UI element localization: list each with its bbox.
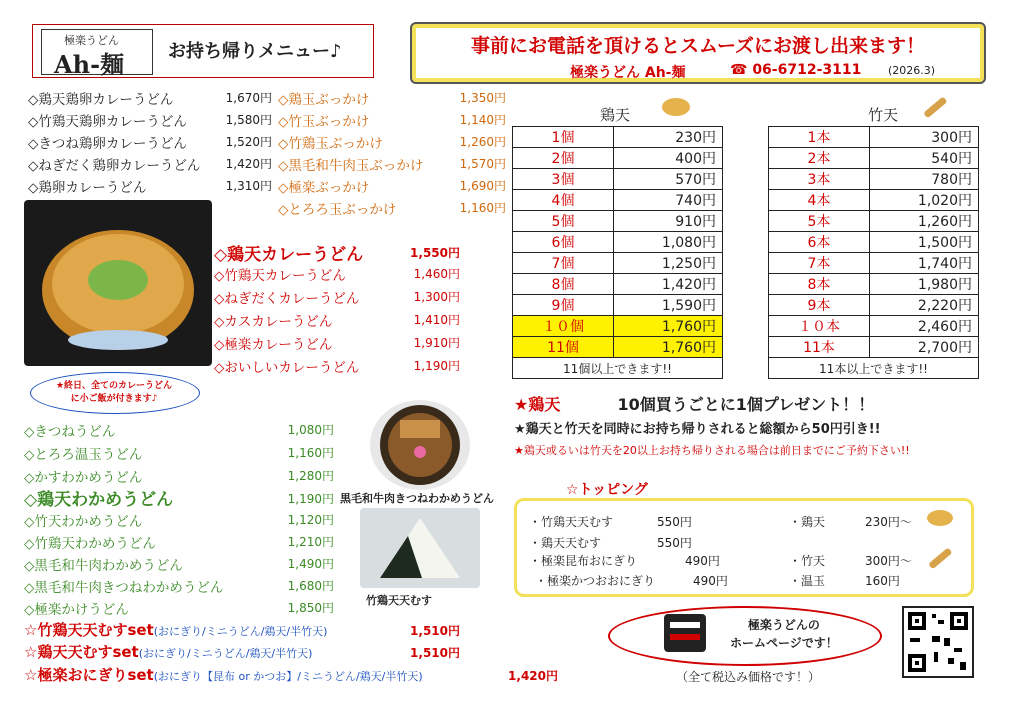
chikuten-icon [920, 94, 950, 120]
topping-price: 490円 [693, 574, 728, 588]
menu-item: ◇極楽カレーうどん [214, 337, 333, 353]
menu-item: ◇竹鶏天わかめうどん [24, 536, 156, 552]
logo-text-small: 極楽うどん [64, 34, 119, 47]
menu-price: 1,520円 [225, 135, 272, 149]
qty-cell: １０本 [769, 316, 870, 337]
topping-item: ・竹鶏天天むす [529, 515, 614, 529]
promo-text: 10個買うごとに1個プレゼント！！ [617, 395, 875, 414]
tax-note: （全て税込み価格です！） [676, 670, 821, 684]
topping-box [514, 498, 974, 597]
curry-udon-image [24, 200, 212, 366]
qty-cell: 4本 [769, 190, 870, 211]
menu-price: 1,120円 [287, 513, 334, 527]
qty-cell: 6個 [513, 232, 614, 253]
menu-item: ◇鶏天カレーうどん [214, 245, 364, 265]
phone-number[interactable]: ☎ 06-6712-3111 [730, 62, 862, 78]
curry-udon-photo [24, 200, 212, 366]
homepage-line: 極楽うどんの [747, 618, 820, 632]
menu-price: 1,350円 [459, 91, 506, 105]
menu-price: 1,670円 [225, 91, 272, 105]
menu-item: ◇竹鶏天鶏卵カレーうどん [28, 114, 187, 130]
set-detail: (おにぎり/ミニうどん/鶏天/半竹天) [138, 647, 313, 660]
curry-note-line: ★終日、全てのカレーうどん [55, 381, 173, 391]
menu-price: 1,300円 [413, 290, 460, 304]
chikuten-price-table [768, 126, 979, 379]
qty-cell: 11本 [769, 337, 870, 358]
topping-item: ・極楽かつおおにぎり [535, 574, 656, 588]
price-cell: 300円 [870, 127, 979, 148]
menu-item: ◇カスカレーうどん [214, 314, 333, 330]
qty-cell: 1個 [513, 127, 614, 148]
topping-price: 230円〜 [865, 515, 912, 529]
photo-caption: 竹鶏天天むす [366, 594, 432, 607]
curry-note-line: に小ご飯が付きます♪ [70, 394, 158, 404]
logo-header [32, 24, 374, 78]
photo-caption: 黒毛和牛肉きつねわかめうどん [340, 492, 494, 505]
menu-item: ◇極楽かけうどん [24, 602, 129, 618]
menu-price: 1,160円 [459, 201, 506, 215]
menu-price: 1,580円 [225, 113, 272, 127]
promo-line [514, 392, 874, 415]
toriten-price-table [512, 126, 723, 379]
phone-notice [410, 22, 986, 84]
menu-item: ◇黒毛和牛肉きつねわかめうどん [24, 580, 224, 596]
kitsune-wakame-image [370, 400, 470, 490]
menu-item: ◇黒毛和牛肉わかめうどん [24, 558, 183, 574]
qty-cell: 7個 [513, 253, 614, 274]
kitsune-wakame-photo [370, 400, 470, 490]
menu-item: ◇きつねうどん [24, 424, 116, 440]
price-cell: 780円 [870, 169, 979, 190]
menu-price: 1,260円 [459, 135, 506, 149]
menu-price: 1,160円 [287, 446, 334, 460]
qty-cell: 5個 [513, 211, 614, 232]
topping-item: ・極楽昆布おにぎり [529, 554, 638, 568]
topping-item: ・鶏天天むす [529, 536, 602, 550]
menu-price: 1,190円 [413, 359, 460, 373]
table-footer: 11本以上できます!! [769, 358, 979, 379]
qty-cell: 9個 [513, 295, 614, 316]
price-cell: 1,080円 [614, 232, 723, 253]
qr-code[interactable] [902, 606, 974, 678]
menu-item: ◇黒毛和牛肉玉ぶっかけ [278, 158, 424, 174]
menu-price: 1,140円 [459, 113, 506, 127]
menu-item: ◇鶏玉ぶっかけ [278, 92, 370, 108]
set-item [24, 664, 423, 685]
menu-item: ◇竹天わかめうどん [24, 514, 143, 530]
menu-price: 1,690円 [459, 179, 506, 193]
qty-cell: 3本 [769, 169, 870, 190]
menu-item: ◇ねぎだくカレーうどん [214, 291, 360, 307]
topping-item: ・竹天 [789, 554, 826, 568]
menu-item: ◇きつね鶏卵カレーうどん [28, 136, 187, 152]
menu-price: 1,190円 [287, 492, 334, 506]
menu-price: 1,550円 [410, 246, 460, 260]
topping-price: 300円〜 [865, 554, 912, 568]
table-footer: 11個以上できます!! [513, 358, 723, 379]
price-cell: 1,020円 [870, 190, 979, 211]
price-cell: 1,420円 [614, 274, 723, 295]
menu-price: 1,420円 [225, 157, 272, 171]
menu-date: (2026.3) [888, 64, 936, 77]
menu-item: ◇とろろ温玉うどん [24, 447, 143, 463]
qty-cell: 2個 [513, 148, 614, 169]
price-cell: 910円 [614, 211, 723, 232]
topping-item: ・温玉 [789, 574, 826, 588]
menu-item: ◇竹鶏天カレーうどん [214, 268, 346, 284]
topping-price: 550円 [657, 536, 692, 550]
menu-price: 1,490円 [287, 557, 334, 571]
set-item [24, 619, 327, 640]
price-cell: 2,700円 [870, 337, 979, 358]
promo-reservation: ★鶏天或るいは竹天を20以上お持ち帰りされる場合は前日までにご予約下さい!! [514, 444, 910, 457]
menu-item: ◇鶏天わかめうどん [24, 490, 174, 510]
topping-price: 490円 [685, 554, 720, 568]
menu-price: 1,910円 [413, 336, 460, 350]
qty-cell: 8本 [769, 274, 870, 295]
menu-item: ◇鶏天鶏卵カレーうどん [28, 92, 174, 108]
homepage-line: ホームページです！ [730, 636, 838, 650]
chikuten-table-title: 竹天 [868, 106, 899, 124]
set-price: 1,510円 [410, 624, 460, 638]
set-price: 1,420円 [508, 669, 558, 683]
price-cell: 1,590円 [614, 295, 723, 316]
notice-text: 事前にお電話を頂けるとスムーズにお渡し出来ます！ [470, 35, 926, 57]
price-cell: 1,980円 [870, 274, 979, 295]
menu-item: ◇竹鶏玉ぶっかけ [278, 136, 383, 152]
qty-cell: 8個 [513, 274, 614, 295]
menu-price: 1,850円 [287, 601, 334, 615]
set-name: ☆極楽おにぎりset [24, 666, 154, 684]
shop-logo [41, 29, 153, 79]
menu-price: 1,210円 [287, 535, 334, 549]
homepage-text [730, 616, 838, 652]
price-cell: 1,740円 [870, 253, 979, 274]
qty-cell: １０個 [513, 316, 614, 337]
price-cell: 1,760円 [614, 316, 723, 337]
set-price: 1,510円 [410, 646, 460, 660]
menu-item: ◇ねぎだく鶏卵カレーうどん [28, 158, 201, 174]
qr-code-icon [904, 608, 972, 676]
set-detail: (おにぎり【昆布 or かつお】/ミニうどん/鶏天/半竹天) [153, 670, 423, 683]
topping-title: ☆トッピング [566, 482, 648, 498]
qty-cell: 9本 [769, 295, 870, 316]
price-cell: 570円 [614, 169, 723, 190]
topping-price: 550円 [657, 515, 692, 529]
topping-item: ・鶏天 [789, 515, 826, 529]
curry-rice-note [54, 380, 174, 406]
qty-cell: 6本 [769, 232, 870, 253]
set-item [24, 641, 312, 662]
tenmusu-photo [360, 508, 480, 588]
menu-price: 1,410円 [413, 313, 460, 327]
qty-cell: 4個 [513, 190, 614, 211]
price-cell: 400円 [614, 148, 723, 169]
menu-item: ◇鶏卵カレーうどん [28, 180, 147, 196]
price-cell: 540円 [870, 148, 979, 169]
qty-cell: 5本 [769, 211, 870, 232]
page-title: お持ち帰りメニュー♪ [168, 41, 342, 62]
topping-price: 160円 [865, 574, 900, 588]
menu-price: 1,080円 [287, 423, 334, 437]
menu-price: 1,280円 [287, 469, 334, 483]
menu-item: ◇極楽ぶっかけ [278, 180, 370, 196]
shop-name: 極楽うどん Ah-麺 [570, 65, 686, 81]
price-cell: 1,250円 [614, 253, 723, 274]
menu-price: 1,680円 [287, 579, 334, 593]
menu-item: ◇かすわかめうどん [24, 470, 143, 486]
set-detail: (おにぎり/ミニうどん/鶏天/半竹天) [153, 625, 328, 638]
tenmusu-image [360, 508, 480, 588]
menu-item: ◇竹玉ぶっかけ [278, 114, 370, 130]
chikuten-icon [925, 545, 955, 571]
shop-logo-icon [662, 612, 708, 654]
promo-discount: ★鶏天と竹天を同時にお持ち帰りされると総額から50円引き!! [514, 422, 881, 437]
price-cell: 1,260円 [870, 211, 979, 232]
qty-cell: 11個 [513, 337, 614, 358]
set-name: ☆竹鶏天天むすset [24, 621, 154, 639]
menu-price: 1,460円 [413, 267, 460, 281]
toriten-icon [925, 507, 955, 529]
price-cell: 2,220円 [870, 295, 979, 316]
qty-cell: 7本 [769, 253, 870, 274]
promo-label: ★鶏天 [514, 395, 561, 414]
qty-cell: 2本 [769, 148, 870, 169]
price-cell: 1,500円 [870, 232, 979, 253]
price-cell: 230円 [614, 127, 723, 148]
menu-price: 1,310円 [225, 179, 272, 193]
menu-item: ◇おいしいカレーうどん [214, 360, 360, 376]
price-cell: 1,760円 [614, 337, 723, 358]
menu-price: 1,570円 [459, 157, 506, 171]
price-cell: 2,460円 [870, 316, 979, 337]
menu-item: ◇とろろ玉ぶっかけ [278, 202, 397, 218]
toriten-table-title: 鶏天 [600, 106, 631, 124]
qty-cell: 1本 [769, 127, 870, 148]
logo-text-big: Ah-麺 [54, 50, 125, 79]
toriten-icon [660, 96, 692, 118]
set-name: ☆鶏天天むすset [24, 643, 139, 661]
qty-cell: 3個 [513, 169, 614, 190]
price-cell: 740円 [614, 190, 723, 211]
